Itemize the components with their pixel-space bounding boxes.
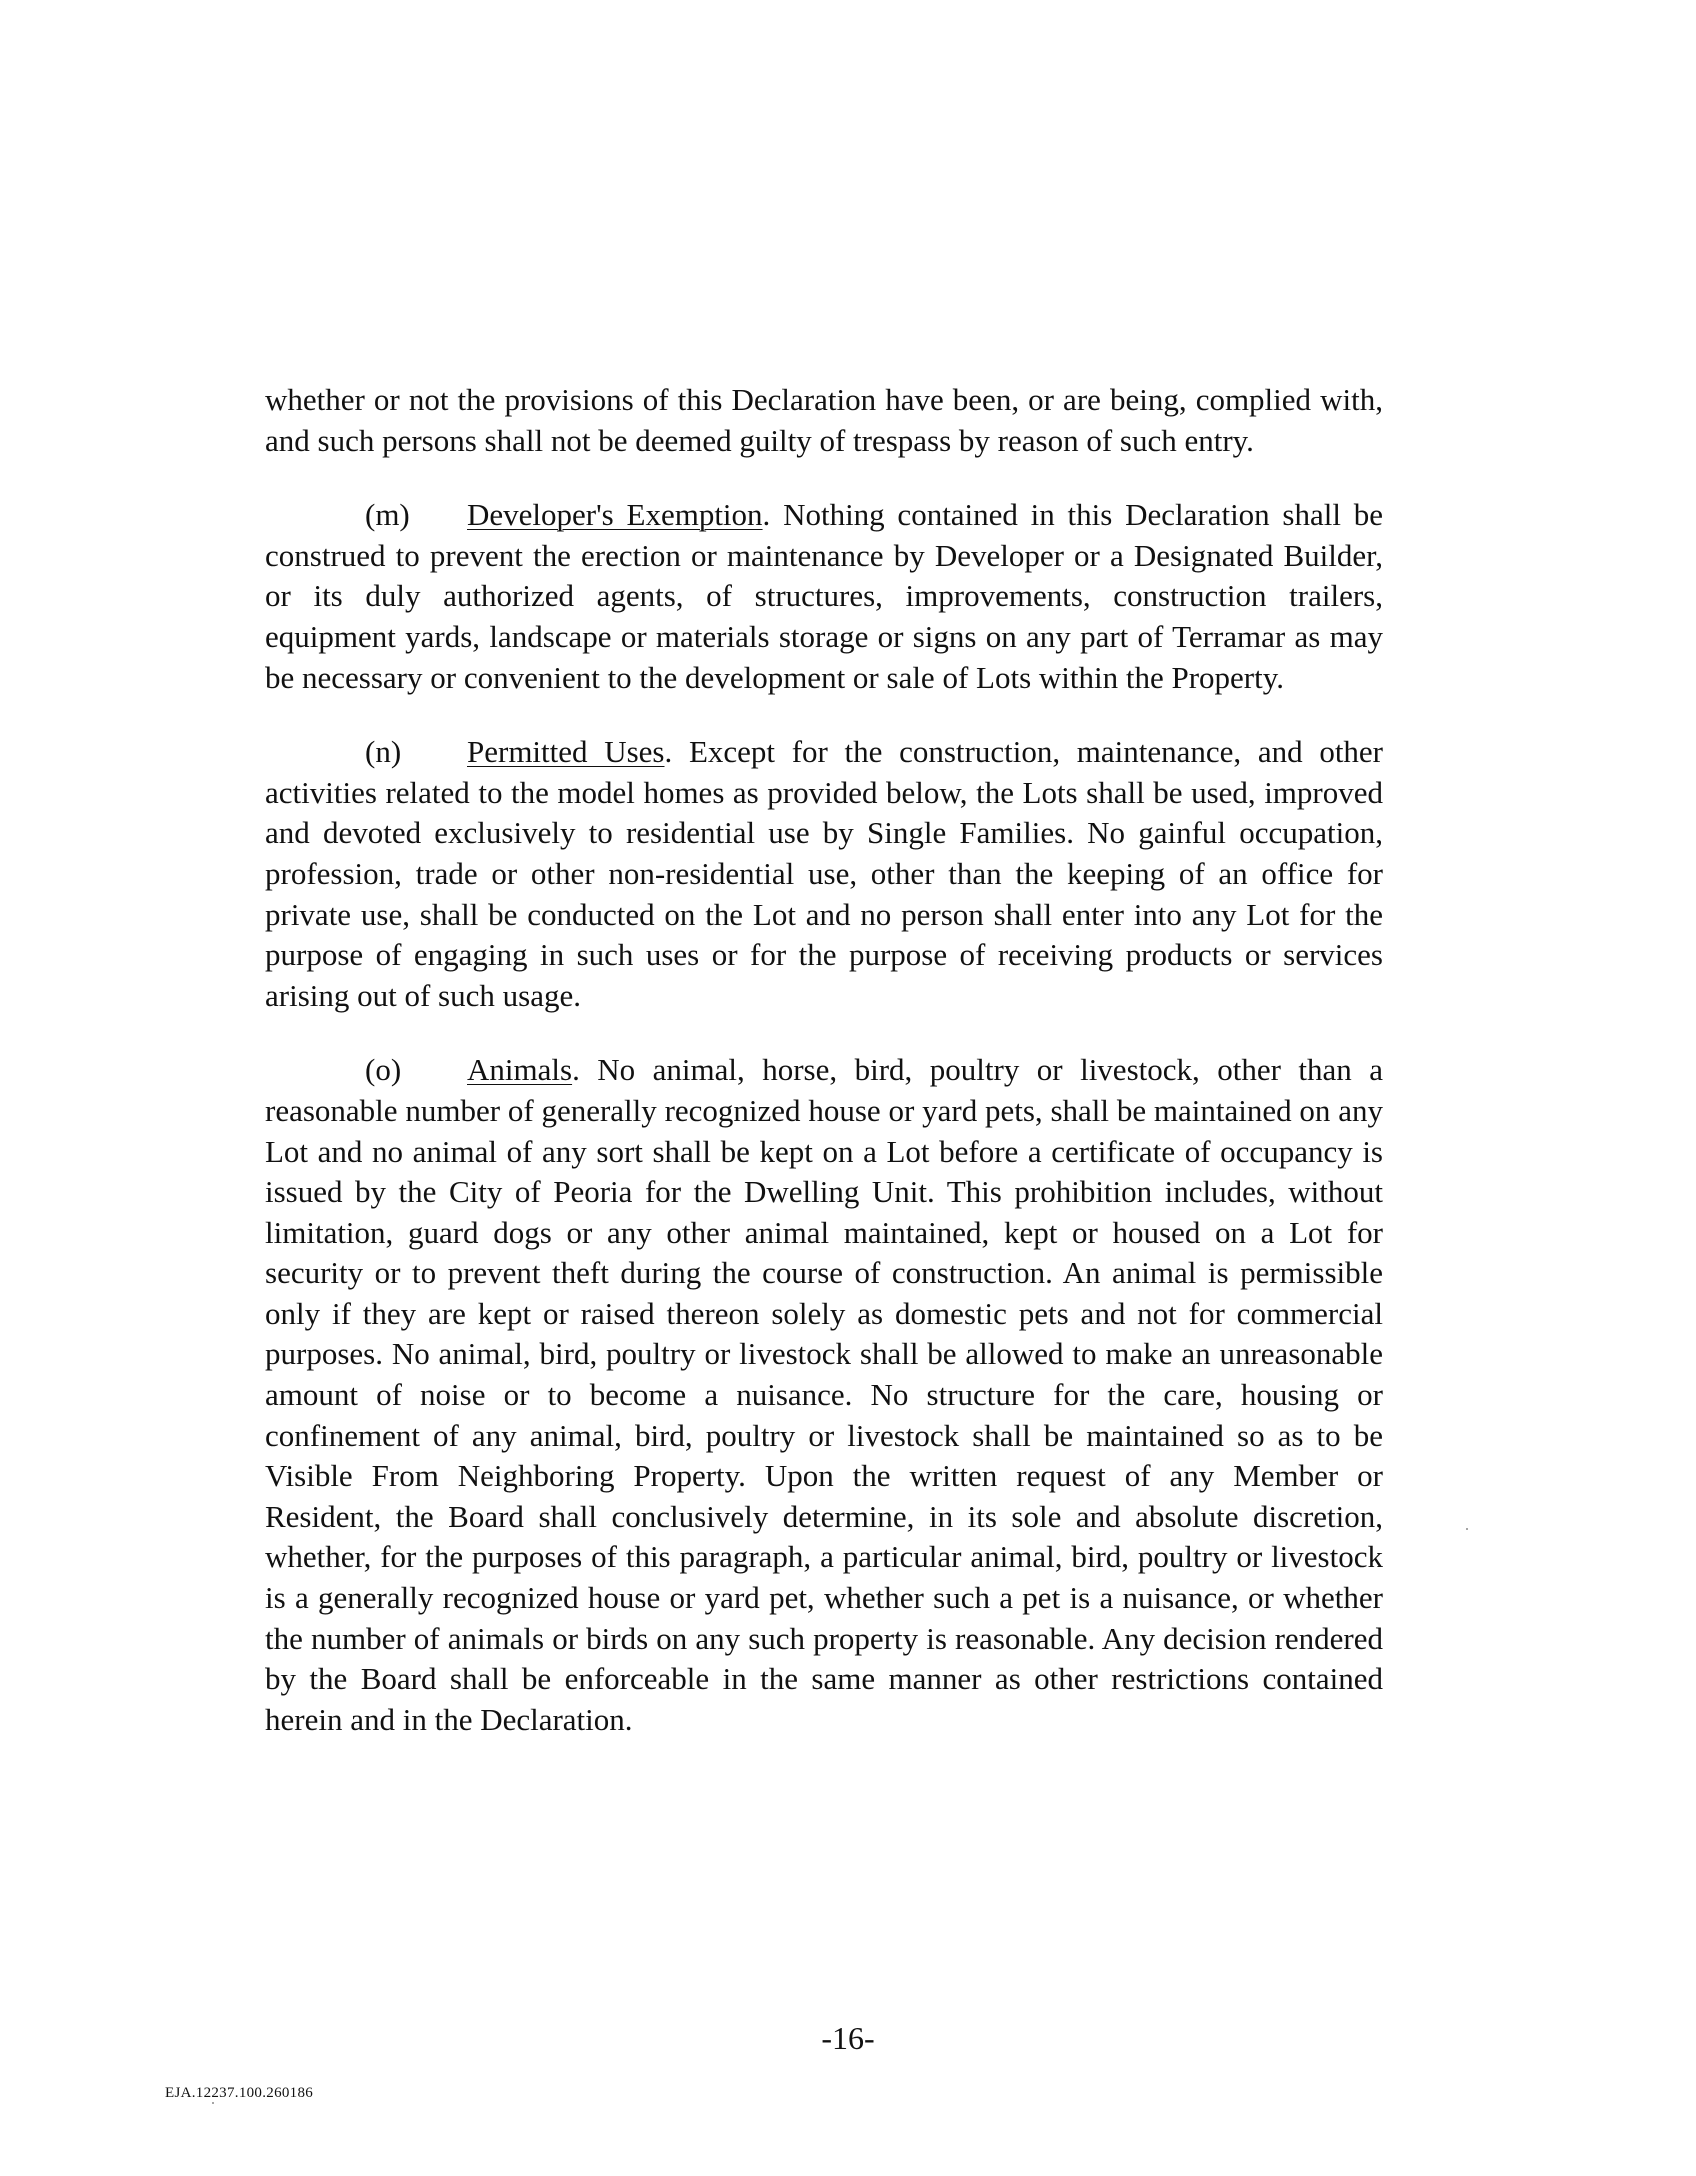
scan-speck xyxy=(212,2102,214,2104)
scan-speck xyxy=(1466,1528,1468,1530)
document-id: EJA.12237.100.260186 xyxy=(165,2085,314,2101)
section-heading: Animals xyxy=(467,1052,573,1088)
document-body xyxy=(265,380,1383,1774)
section-o xyxy=(265,1050,1383,1740)
section-marker: (n) xyxy=(365,734,402,770)
section-text: Except for the construction, maintenance, and other activities related to the model homes as provided below, the Lots shall be used, improved and devoted exclusively to residential use by Single Families. No gainful occupation, profession, trade or other non-residential use, other than the keeping of an office for private use, shall be conducted on the Lot and no person shall enter into any Lot for the purpose of engaging in such uses or for the purpose of receiving products or services arising out of such usage. xyxy=(265,734,1384,1013)
section-n xyxy=(265,732,1383,1016)
continuation-paragraph: whether or not the provisions of this Declaration have been, or are being, complied with, and such persons shall not be deemed guilty of trespass by reason of such entry. xyxy=(265,382,1383,458)
heading-terminator: . xyxy=(664,734,673,770)
section-m xyxy=(265,495,1383,698)
section-marker: (m) xyxy=(365,497,410,533)
heading-terminator: . xyxy=(572,1052,580,1088)
section-marker: (o) xyxy=(365,1052,402,1088)
section-heading: Permitted Uses xyxy=(467,734,665,770)
page-number: -16- xyxy=(821,2020,875,2056)
section-heading: Developer's Exemption xyxy=(467,497,763,533)
section-text: No animal, horse, bird, poultry or livestock, other than a reasonable number of generally recognized house or yard pets, shall be maintained on any Lot and no animal of any sort shall be kept on a Lot before a certificate of occupancy is issued by the City of Peoria for the Dwelling Unit. This prohibition includes, without limitation, guard dogs or any other animal maintained, kept or housed on a Lot for security or to prevent theft during the course of construction. An animal is permissible only if they are kept or raised thereon solely as domestic pets and not for commercial purposes. No animal, bird, poultry or livestock shall be allowed to make an unreasonable amount of noise or to become a nuisance. No structure for the care, housing or confinement of any animal, bird, poultry or livestock shall be maintained so as to be Visible From Neighboring Property. Upon the written request of any Member or Resident, the Board shall conclusively determine, in its sole and absolute discretion, whether, for the purposes of this paragraph, a particular animal, bird, poultry or livestock is a generally recognized house or yard pet, whether such a pet is a nuisance, or whether the number of animals or birds on any such property is reasonable. Any decision rendered by the Board shall be enforceable in the same manner as other restrictions contained herein and in the Declaration. xyxy=(265,1052,1384,1737)
heading-terminator: . xyxy=(762,497,771,533)
section-text: Nothing contained in this Declaration shall be construed to prevent the erection or maintenance by Developer or a Designated Builder, or its duly authorized agents, of structures, improvements, construction trailers, equipment yards, landscape or materials storage or signs on any part of Terramar as may be necessary or convenient to the development or sale of Lots within the Property. xyxy=(265,497,1383,695)
